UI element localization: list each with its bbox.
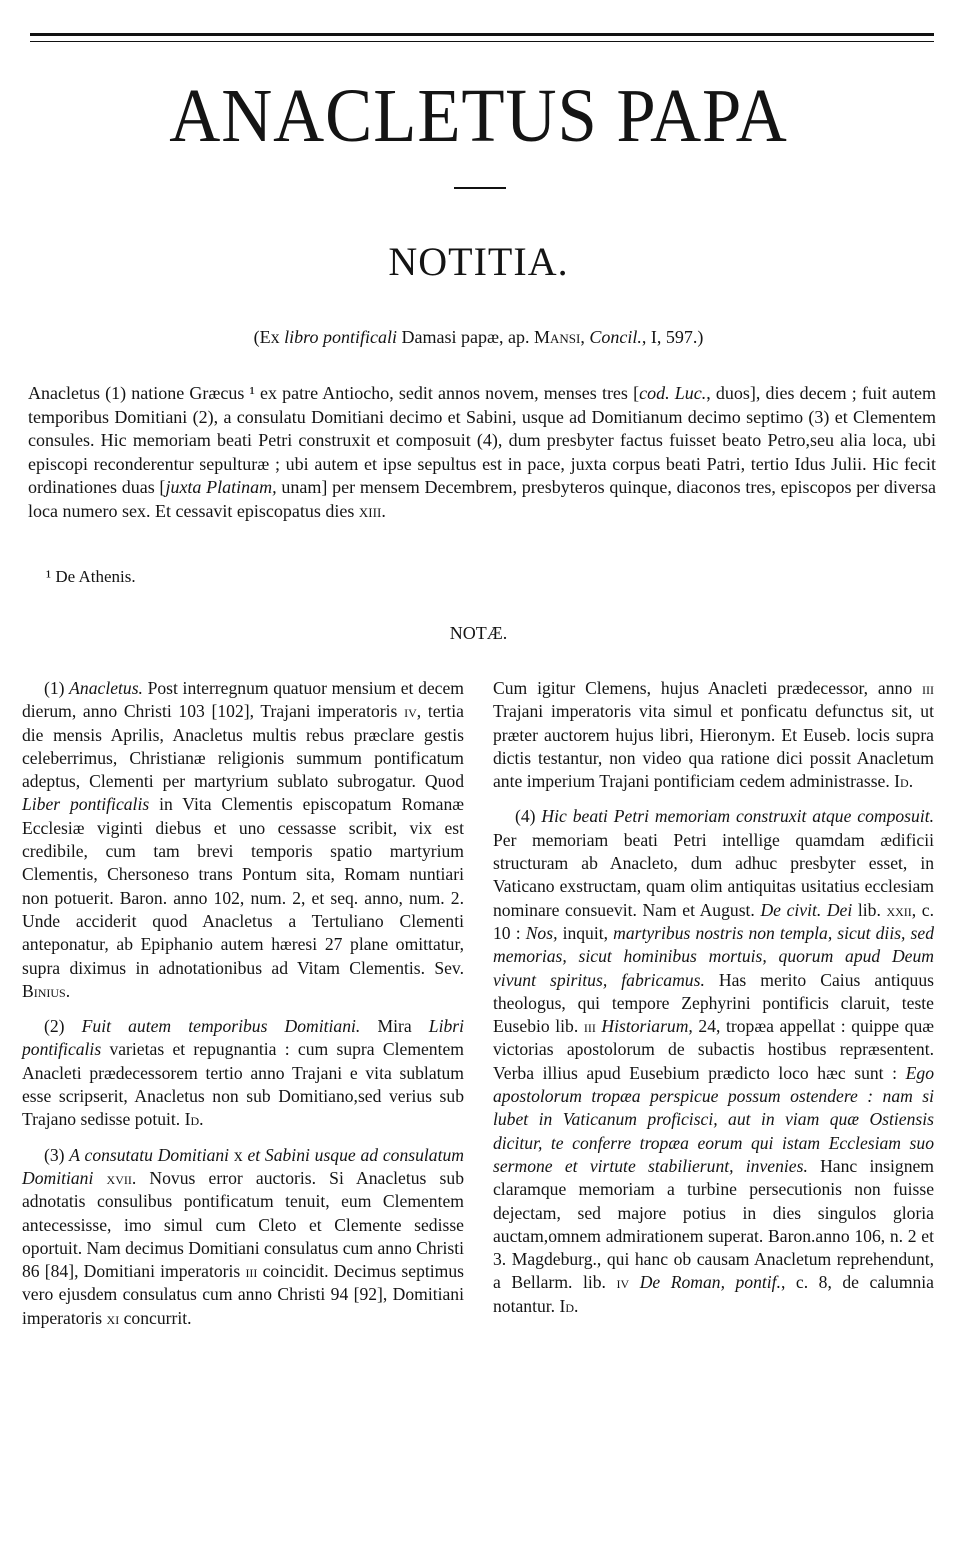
note-3: (3) A consutatu Domitiani x et Sabini usque ad consulatum Domitiani xvii. Novus error auctoris. Si Anacletus sub adnotatis consulibus pontificatum tenuit, eum Clementem antecessisse, imo simul cum Cleto et Clemente sedisse oportuit. Nam decimus Domitiani consulatus cum anno Christi 86 [84], Domitiani imperatoris iii coincidit. Decimus septimus vero ejusdem consulatus cum anno Christi 94 [92], Domitiani imperatoris xi concurrit. [22,1144,464,1328]
section-title: NOTITIA. [388,239,569,284]
notitia-paragraph: Anacletus (1) natione Græcus ¹ ex patre Antiocho, sedit annos novem, menses tres [cod. Luc., duos], dies decem ; fuit autem temporibus Domitiani (2), a consulatu Domitiani decimo et Sabini, usque ad Domitianum decimo septimo (3) et Clementem consules. Hic memoriam beati Petri construxit et composuit (4), dum presbyter factus fuisset beato Petro,seu alia loca, ubi episcopi reconderentur sepulturæ ; ubi autem et ipse sepultus est in pace, juxta corpus beati Patri, tertio Idus Julii. Hic fecit ordinationes duas [juxta Platinam, unam] per mensem Decembrem, presbyteros quinque, diaconos tres, episcopos per diversa loca numero sex. Et cessavit episcopatus dies xiii. [28,383,936,521]
notes-right-column [493,677,934,1330]
note-1: (1) Anacletus. Post interregnum quatuor mensium et decem dierum, anno Christi 103 [102], Trajani imperatoris iv, tertia die mensis Aprilis, Anacletus multis rebus præclare gestis celeberrimus, Christianæ religionis summum pontificatum adeptus, Clementi per martyrium sublato subrogatur. Quod Liber pontificalis in Vita Clementis episcopatum Romanæ Ecclesiæ viginti diebus et uno cessasse scribit, vix est credibile, cum tam brevi temporis spatio martyrium Clementis, Chersoneso trans Pontum sita, Romam nuntiari non potuerit. Baron. anno 102, num. 2, et seq. anno, num. 2. Unde acciderit quod Anacletus a Tertuliano Clementi anteponatur, ab Epiphanio autem hæresi 27 plane omittatur, supra diximus in adnotationibus ad Vitam Clementis. Sev. Binius. [22,678,465,1001]
note-3-continued: Cum igitur Clemens, hujus Anacleti prædecessor, anno iii Trajani imperatoris vita simul et ponficatu defunctus sit, ut præter auctorem hujus libri, Hieronym. Et Euseb. locis supra dictis testantur, non video qua ratione dici possit Anacletum ante imperium Trajani pontificiam cedem administrasse. Id. [493,678,934,792]
top-rule-thick [30,33,934,36]
notes-left-column [22,677,464,1342]
footnote: ¹ De Athenis. [46,567,136,586]
notes-heading: NOTÆ. [449,623,508,643]
title-divider [454,187,506,189]
note-2: (2) Fuit autem temporibus Domitiani. Mira Libri pontificalis varietas et repugnantia : cum supra Clementem Anacleti prædecessorem tertio anno Trajani e vita sublatum esse scripserit, Anacletus non sub Domitiano,sed verius sub Trajano sedisse potuit. Id. [22,1016,465,1130]
source-citation: (Ex libro pontificali Damasi papæ, ap. Mansi, Concil., I, 597.) [253,327,704,347]
page-title: ANACLETUS PAPA [169,74,788,158]
top-rule-thin [30,41,934,42]
note-4: (4) Hic beati Petri memoriam construxit atque composuit. Per memoriam beati Petri intellige quamdam ædificii structuram ab Anacleto, dum adhuc presbyter esset, in Vaticano exstructam, quam olim antiquitas usitatius ecclesiam nominare consuevit. Nam et August. De civit. Dei lib. xxii, c. 10 : Nos, inquit, martyribus nostris non templa, sicut diis, sed memorias, sicut hominibus mortuis, quorum apud Deum vivunt spiritus, fabricamus. Has merito Caius antiquus theologus, qui tempore Zephyrini pontificis claruit, teste Eusebio lib. iii Historiarum, 24, tropæa appellat : quippe quæ victorias apostolorum de subactis hostibus repræsentent. Verba illius apud Eusebium prædicto loco hæc sunt : Ego apostolorum tropæa perspicue possum ostendere : nam si lubet in Vaticanum proficisci, aut in viam quæ Ostiensis dicitur, te conferre tropæa eorum qui istam Ecclesiam suo sermone et virtute stabilierunt, invenies. Hanc insignem claramque memoriam a turbine persecutionis non fuisse dejectam, sed majore potius in dies singulos gloria auctam,omnem admirationem superat. Baron.anno 106, n. 2 et 3. Magdeburg., qui hanc ob causam Anacletum reprehendunt, a Bellarm. lib. iv De Roman, pontif., c. 8, de calumnia notantur. Id. [493,806,935,1316]
